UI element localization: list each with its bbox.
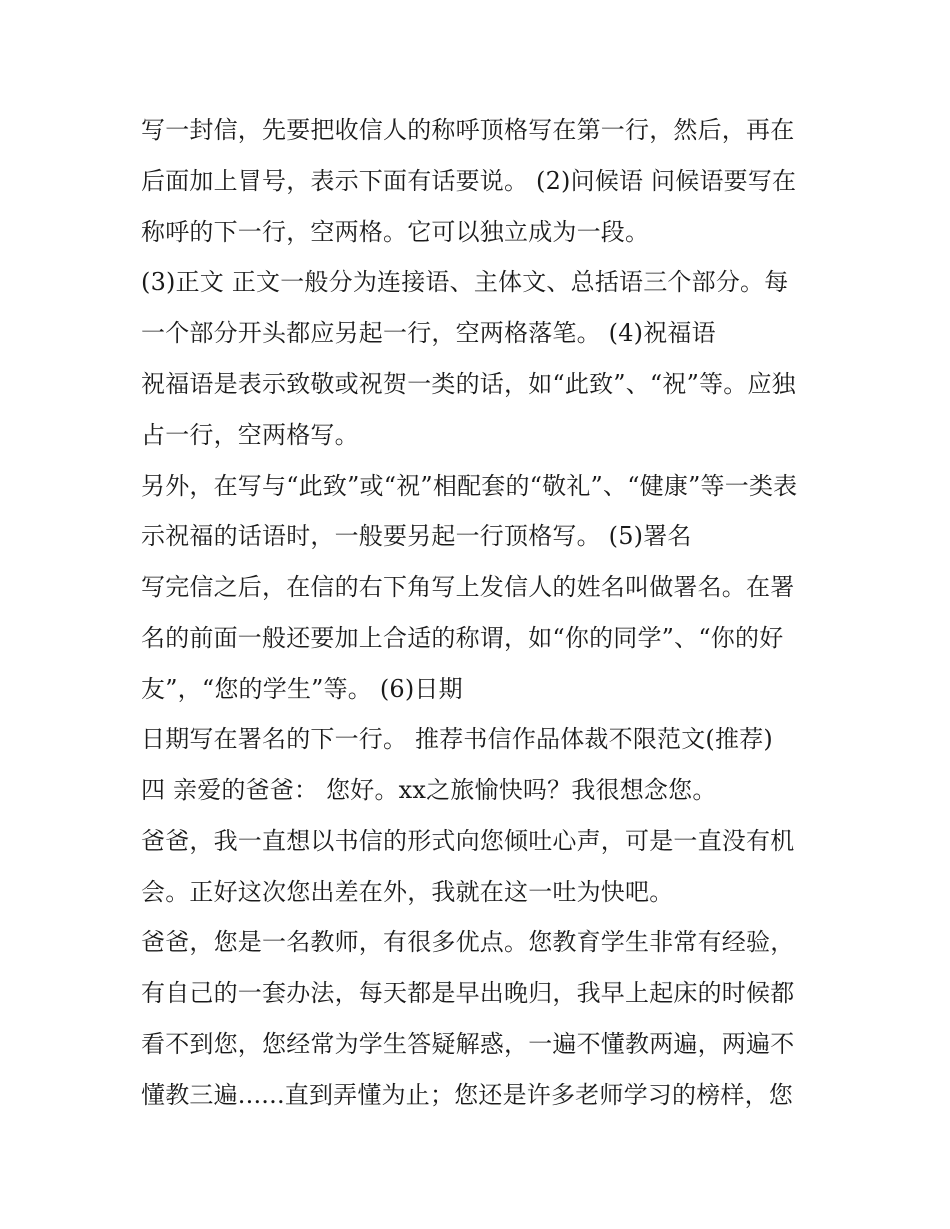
text-line: 占一行，空两格写。 [141, 421, 359, 449]
text-line: 名的前面一般还要加上合适的称谓，如“你的同学”、“你的好 [141, 624, 784, 652]
text-line: 会。正好这次您出差在外，我就在这一吐为快吧。 [141, 878, 674, 906]
text-line: 友”，“您的学生”等。 (6)日期 [141, 675, 463, 703]
text-line: 看不到您，您经常为学生答疑解惑，一遍不懂教两遍，两遍不 [141, 1030, 795, 1058]
text-line: 写一封信，先要把收信人的称呼顶格写在第一行，然后，再在 [141, 116, 795, 144]
text-line: (3)正文 正文一般分为连接语、主体文、总括语三个部分。每 [141, 268, 789, 296]
text-line: 另外，在写与“此致”或“祝”相配套的“敬礼”、“健康”等一类表 [141, 472, 798, 500]
text-line: 后面加上冒号，表示下面有话要说。 (2)问候语 问候语要写在 [141, 167, 797, 195]
text-line: 爸爸，我一直想以书信的形式向您倾吐心声，可是一直没有机 [141, 827, 795, 855]
text-line: 写完信之后，在信的右下角写上发信人的姓名叫做署名。在署 [141, 573, 795, 601]
text-line: 示祝福的话语时，一般要另起一行顶格写。 (5)署名 [141, 522, 692, 550]
text-line: 一个部分开头都应另起一行，空两格落笔。 (4)祝福语 [141, 319, 716, 347]
text-line: 祝福语是表示致敬或祝贺一类的话，如“此致”、“祝”等。应独 [141, 370, 796, 398]
text-line: 日期写在署名的下一行。 推荐书信作品体裁不限范文(推荐) [141, 725, 773, 753]
text-line: 有自己的一套办法，每天都是早出晚归，我早上起床的时候都 [141, 979, 795, 1007]
text-line: 爸爸，您是一名教师，有很多优点。您教育学生非常有经验， [141, 928, 795, 956]
text-line: 称呼的下一行，空两格。它可以独立成为一段。 [141, 218, 650, 246]
text-line: 懂教三遍......直到弄懂为止；您还是许多老师学习的榜样，您 [141, 1081, 793, 1109]
text-line: 四 亲爱的爸爸： 您好。xx之旅愉快吗？我很想念您。 [141, 776, 717, 804]
